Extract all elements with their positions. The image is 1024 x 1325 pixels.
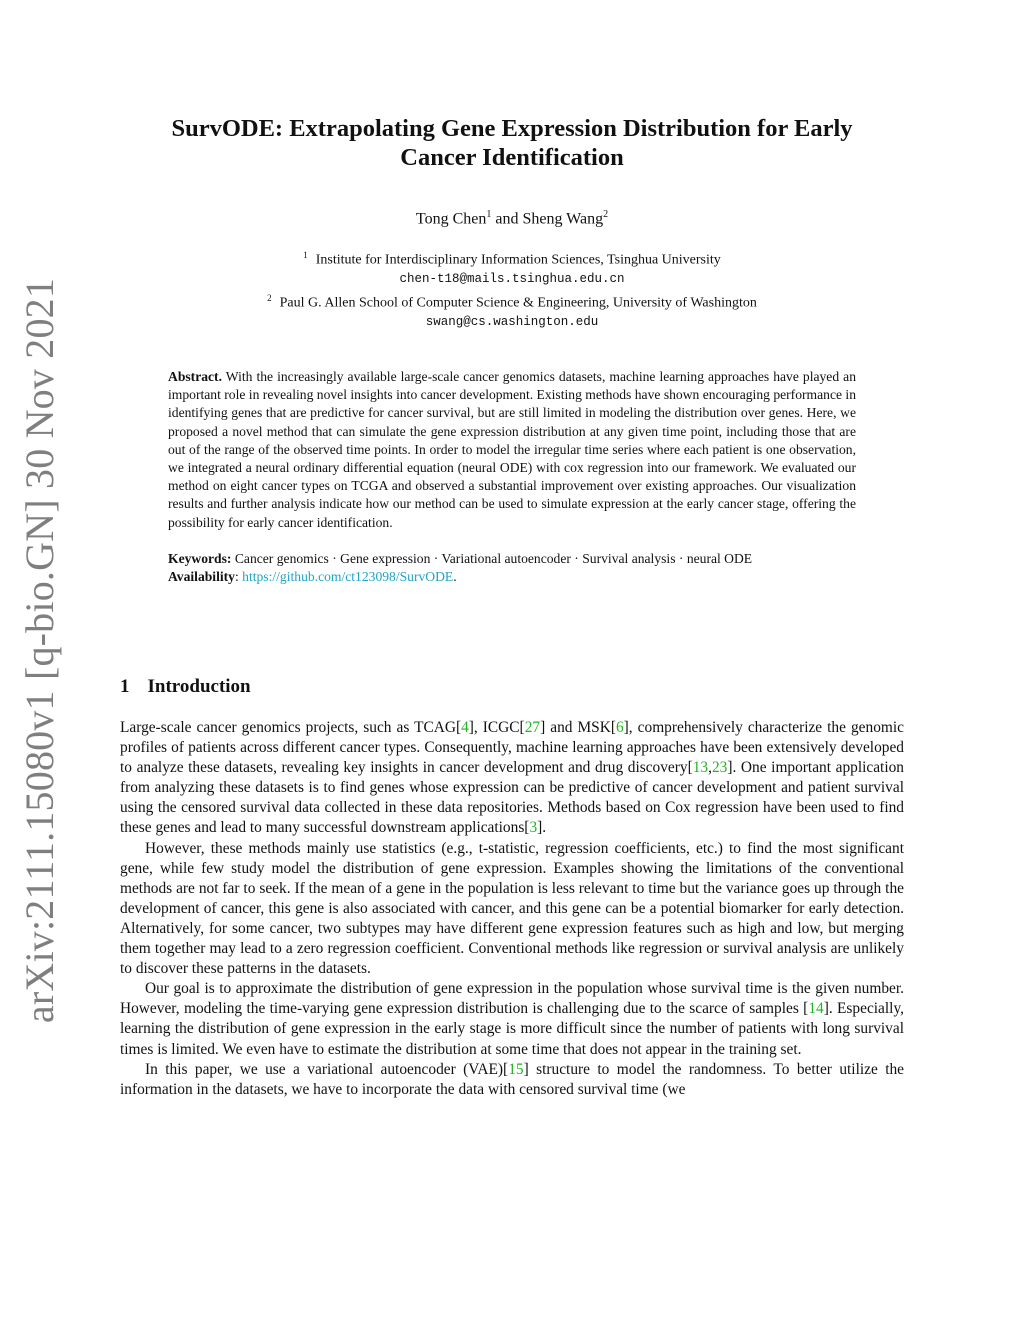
author-1: Tong Chen xyxy=(415,210,487,228)
github-link[interactable]: https://github.com/ct123098/SurvODE xyxy=(242,569,454,585)
paragraph-2: However, these methods mainly use statistics (e.g., t-statistic, regression coefficients, etc.) to find the most significant gene, while few study model the distribution of gene expression. Examples showing the limitations of the conventional methods are not far to seek. If the mean of a gene in the population is less relevant to time but the variance goes up through the development of cancer, this gene is also associated with cancer, and this gene can be a potential biomarker for early detection. Alternatively, for some cancer, two subtypes may have different gene expression features such as high and low, but merging them together may lead to a zero regression coefficient. Conventional methods like regression or survival analysis are unlikely to discover these patterns in the datasets. xyxy=(120,839,904,978)
citation-14[interactable]: 14 xyxy=(808,1000,824,1018)
section-heading xyxy=(120,676,251,698)
citation-23[interactable]: 23 xyxy=(711,759,728,777)
introduction-body xyxy=(120,718,904,1100)
affiliation-1-number: 1 xyxy=(303,250,308,260)
affiliation-1-email: chen-t18@mails.tsinghua.edu.cn xyxy=(399,272,625,287)
p3-text-2: ]. Especially, learning the distribution of gene expression in the early stage is more difficult since the number of patients with long survival times is limited. We even have to estimate the distribution at some time that does not appear in the training set. xyxy=(120,1000,904,1058)
keywords-text: Cancer genomics · Gene expression · Variational autoencoder · Survival analysis · neural ODE xyxy=(234,550,753,566)
section-title: Introduction xyxy=(147,676,251,697)
affiliation-1-name: Institute for Interdisciplinary Information Sciences, Tsinghua University xyxy=(315,252,721,268)
affiliations xyxy=(110,246,914,331)
paragraph-3 xyxy=(120,979,904,1059)
keywords xyxy=(168,550,856,568)
affiliation-2-number: 2 xyxy=(267,292,272,303)
p1-text-4: ], comprehensively characterize the genomic profiles of patients across different cancer types. Consequently, machine learning approaches have been extensively developed to analyze these datasets, revealing key insights in cancer development and drug discovery[ xyxy=(120,719,904,777)
p4-text-1: In this paper, we use a variational autoencoder (VAE)[ xyxy=(145,1060,509,1078)
citation-15[interactable]: 15 xyxy=(508,1060,524,1078)
citation-13[interactable]: 13 xyxy=(692,759,709,777)
paragraph-4 xyxy=(120,1060,904,1100)
affiliation-1 xyxy=(110,246,914,270)
citation-3[interactable]: 3 xyxy=(529,819,538,837)
affiliation-2-email: swang@cs.washington.edu xyxy=(425,314,599,329)
availability xyxy=(168,568,856,586)
title-line-2: Cancer Identification xyxy=(400,144,624,171)
author-2: Sheng Wang xyxy=(522,210,604,228)
arxiv-id-text: arXiv:2111.15080v1 [q-bio.GN] 30 Nov 2021 xyxy=(17,277,63,1023)
abstract-text: With the increasingly available large-scale cancer genomics datasets, machine learning approaches have played an important role in revealing novel insights into cancer development. Existing methods have shown encouraging performance in identifying genes that are predictive for cancer survival, but are still limited in modeling the distribution over genes. Here, we proposed a novel method that can simulate the gene expression distribution at any given time point, including those that are out of the range of the observed time points. In order to model the irregular time series where each patient is one observation, we integrated a neural ordinary differential equation (neural ODE) with cox regression into our framework. We evaluated our method on eight cancer types on TCGA and observed a substantial improvement over existing approaches. Our visualization results and further analysis indicate how our method can be used to simulate expression at the early cancer stage, offering the possibility for early cancer identification. xyxy=(168,369,857,530)
abstract xyxy=(168,368,856,532)
availability-colon: : xyxy=(234,569,239,585)
p1-text-1: Large-scale cancer genomics projects, such as TCAG[ xyxy=(120,719,462,736)
p1-text-2: ], ICGC[ xyxy=(468,719,525,736)
keywords-label: Keywords: xyxy=(168,550,232,566)
p1-text-5: , xyxy=(708,759,712,777)
paper-title xyxy=(110,114,914,172)
availability-period: . xyxy=(453,569,457,585)
author-2-affil-mark: 2 xyxy=(603,209,609,220)
abstract-label: Abstract. xyxy=(168,369,222,384)
p1-text-7: ]. xyxy=(537,819,547,837)
citation-6[interactable]: 6 xyxy=(615,719,624,736)
section-number: 1 xyxy=(120,676,130,697)
author-and: and xyxy=(495,210,519,228)
p4-text-2: ] structure to model the randomness. To better utilize the information in the datasets, we have to incorporate the data with censored survival time (we xyxy=(120,1060,905,1098)
p1-text-6: ]. One important application from analyzing these datasets is to find genes whose expression can be predictive of cancer development and patient survival using the censored survival data collected in these data repositories. Methods based on Cox regression have been used to find these genes and lead to many successful downstream applications[ xyxy=(120,759,904,837)
author-list xyxy=(110,209,914,228)
abstract-block xyxy=(168,368,856,586)
citation-27[interactable]: 27 xyxy=(524,719,541,736)
citation-4[interactable]: 4 xyxy=(461,719,469,736)
affiliation-2-name: Paul G. Allen School of Computer Science & Engineering, University of Washington xyxy=(279,295,757,311)
paragraph-1 xyxy=(120,718,904,839)
arxiv-identifier-stamp xyxy=(10,277,70,1023)
affiliation-2 xyxy=(110,289,914,313)
title-line-1: SurvODE: Extrapolating Gene Expression Distribution for Early xyxy=(171,115,853,142)
p3-text-1: Our goal is to approximate the distribution of gene expression in the population whose survival time is the given number. However, modeling the time-varying gene expression distribution is challenging due to the scarce of samples [ xyxy=(120,980,904,1018)
availability-label: Availability xyxy=(168,569,235,585)
author-1-affil-mark: 1 xyxy=(486,209,492,220)
p1-text-3: ] and MSK[ xyxy=(540,719,616,736)
